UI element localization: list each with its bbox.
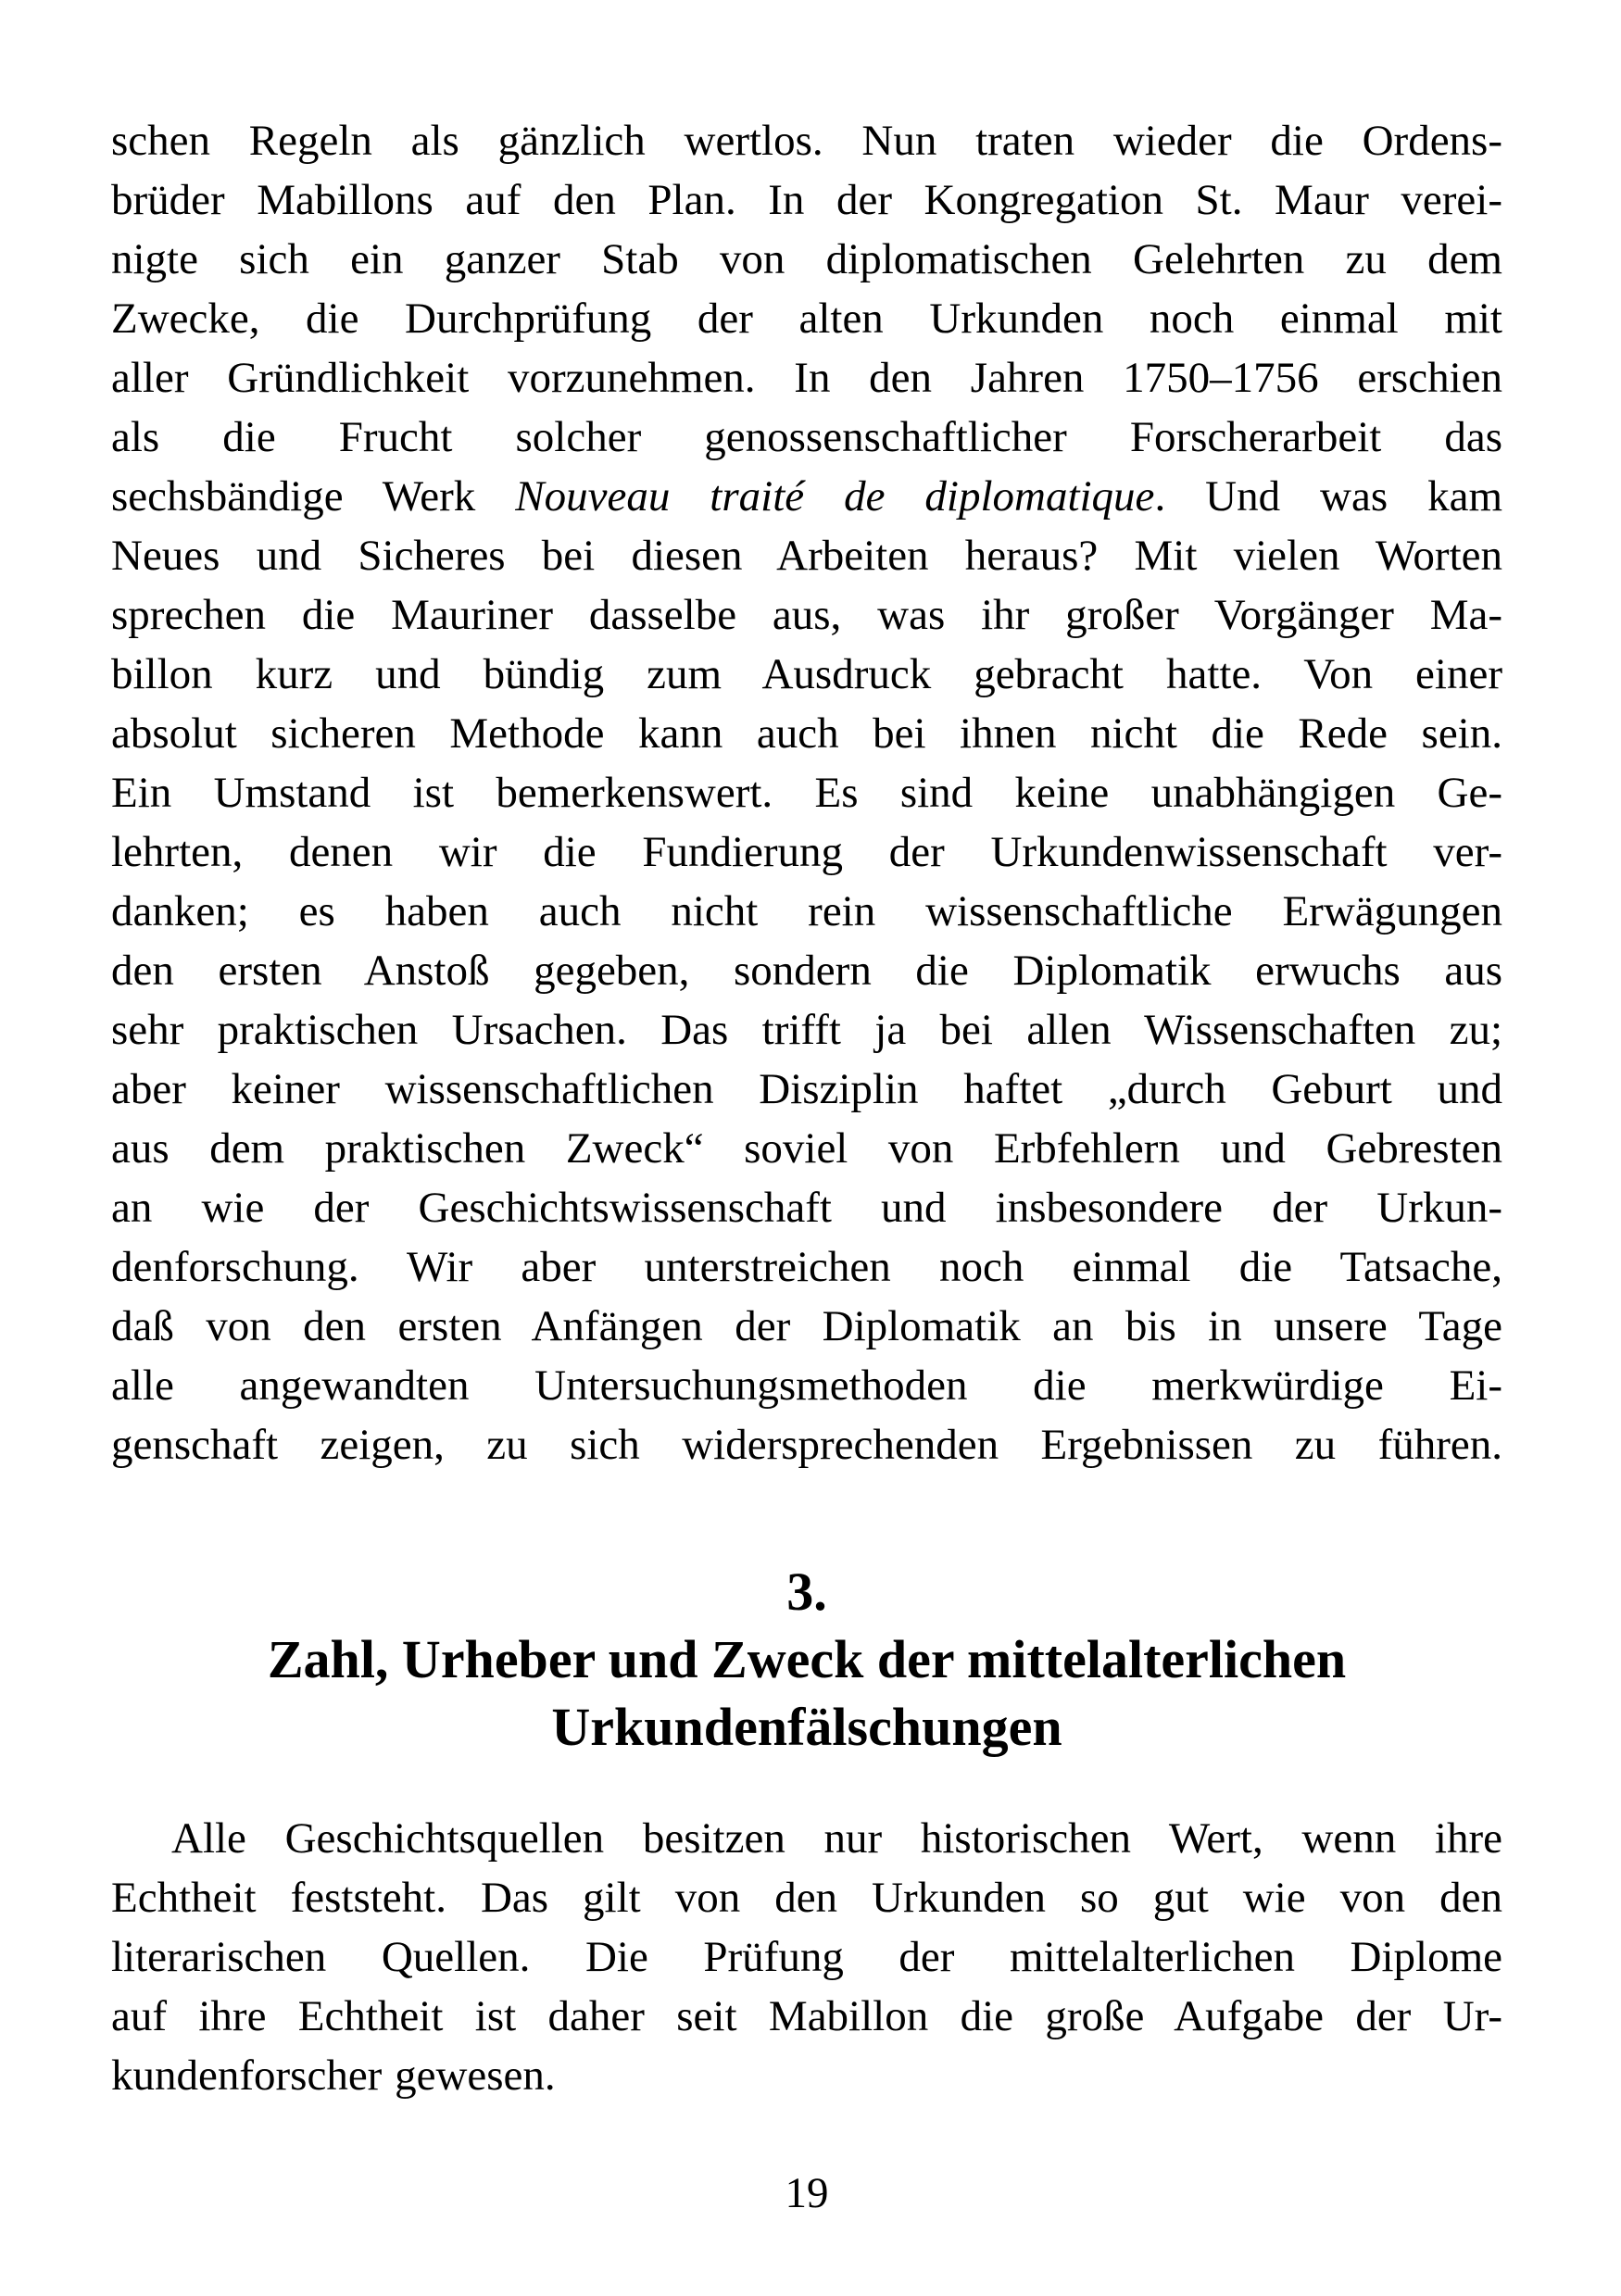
text-line: den ersten Anstoß gegeben, sondern die Diplomatik erwuchs aus	[111, 947, 1502, 995]
text-line: daß von den ersten Anfängen der Diplomatik an bis in unsere Tage	[111, 1302, 1502, 1350]
text-line: billon kurz und bündig zum Ausdruck gebracht hatte. Von einer	[111, 650, 1502, 698]
text-line: Echtheit feststeht. Das gilt von den Urkunden so gut wie von den	[111, 1874, 1502, 1922]
text-line: genschaft zeigen, zu sich widersprechenden Ergebnissen zu führen.	[111, 1421, 1502, 1469]
text-line: Zwecke, die Durchprüfung der alten Urkunden noch einmal mit	[111, 295, 1502, 343]
text-line: kundenforscher gewesen.	[111, 2051, 556, 2100]
section-title-line2: Urkundenfälschungen	[551, 1697, 1062, 1757]
text-line: sehr praktischen Ursachen. Das trifft ja bei allen Wissenschaften zu;	[111, 1006, 1502, 1054]
text-segment: . Und was kam	[1154, 472, 1503, 521]
text-line: literarischen Quellen. Die Prüfung der mittelalterlichen Diplome	[111, 1933, 1502, 1981]
text-line: denforschung. Wir aber unterstreichen noch einmal die Tatsache,	[111, 1243, 1502, 1291]
text-line: aus dem praktischen Zweck“ soviel von Erbfehlern und Gebresten	[111, 1124, 1502, 1173]
text-line: aller Gründlichkeit vorzunehmen. In den Jahren 1750–1756 erschien	[111, 354, 1502, 402]
text-line: Ein Umstand ist bemerkenswert. Es sind keine unabhängigen Ge-	[111, 769, 1502, 817]
page-number: 19	[785, 2169, 829, 2217]
text-line: aber keiner wissenschaftlichen Disziplin haftet „durch Geburt und	[111, 1065, 1502, 1113]
text-line: alle angewandten Untersuchungsmethoden die merkwürdige Ei-	[111, 1361, 1502, 1410]
text-line: Alle Geschichtsquellen besitzen nur historischen Wert, wenn ihre	[171, 1814, 1502, 1863]
text-line: brüder Mabillons auf den Plan. In der Kongregation St. Maur verei-	[111, 176, 1502, 224]
section-number: 3.	[786, 1562, 827, 1622]
paragraph-intro	[111, 1809, 1502, 2105]
italic-work-title: Nouveau traité de diplomatique	[515, 472, 1155, 521]
text-line: an wie der Geschichtswissenschaft und insbesondere der Urkun-	[111, 1184, 1502, 1232]
text-line	[111, 467, 1502, 526]
text-line: absolut sicheren Methode kann auch bei ihnen nicht die Rede sein.	[111, 709, 1502, 758]
text-line: schen Regeln als gänzlich wertlos. Nun traten wieder die Ordens-	[111, 117, 1502, 165]
text-line: auf ihre Echtheit ist daher seit Mabillon die große Aufgabe der Ur-	[111, 1992, 1502, 2040]
section-title-line1: Zahl, Urheber und Zweck der mittelalterlichen	[267, 1629, 1347, 1689]
text-line: danken; es haben auch nicht rein wissenschaftliche Erwägungen	[111, 887, 1502, 935]
paragraph-continuation	[111, 111, 1502, 1474]
text-line: sprechen die Mauriner dasselbe aus, was ihr großer Vorgänger Ma-	[111, 591, 1502, 639]
text-line: nigte sich ein ganzer Stab von diplomatischen Gelehrten zu dem	[111, 235, 1502, 283]
text-line: lehrten, denen wir die Fundierung der Urkundenwissenschaft ver-	[111, 828, 1502, 876]
text-segment: sechsbändige Werk	[111, 472, 516, 521]
text-line: als die Frucht solcher genossenschaftlicher Forscherarbeit das	[111, 413, 1502, 461]
section-heading	[111, 1558, 1502, 1761]
text-line: Neues und Sicheres bei diesen Arbeiten heraus? Mit vielen Worten	[111, 532, 1502, 580]
